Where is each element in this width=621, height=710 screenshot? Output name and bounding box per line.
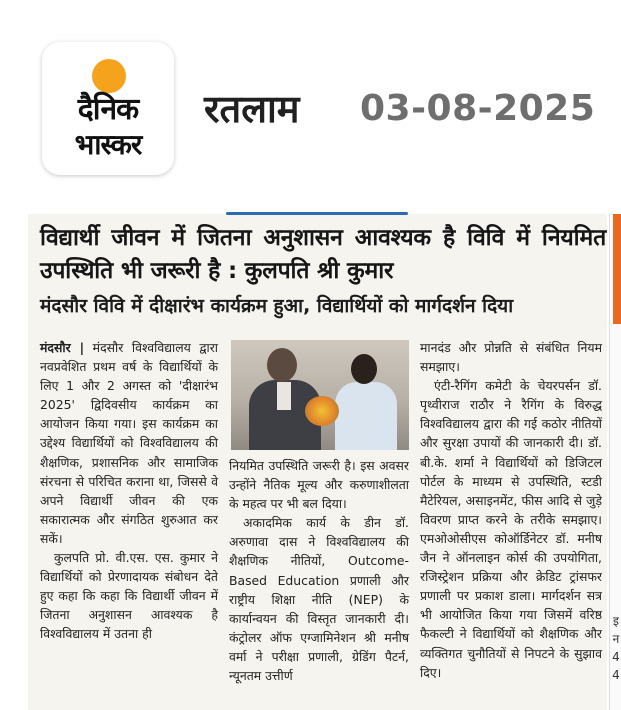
adjacent-char: इ xyxy=(613,614,619,628)
article-column-2 xyxy=(229,456,409,685)
adjacent-column-text xyxy=(611,612,621,684)
photo-head-2 xyxy=(351,354,377,384)
article-column-1 xyxy=(40,338,218,644)
sun-icon xyxy=(92,59,126,93)
photo-head-1 xyxy=(267,348,297,382)
adjacent-char: 4 xyxy=(612,650,620,664)
logo-text-line1: दैनिक xyxy=(77,92,139,127)
dateline: मंदसौर | xyxy=(40,340,85,355)
photo-person-2 xyxy=(335,382,397,450)
article-photo xyxy=(231,340,409,450)
edition-date: 03-08-2025 xyxy=(360,88,596,129)
newspaper-logo xyxy=(42,42,174,175)
adjacent-color-bar xyxy=(613,214,621,324)
article-headline: विद्यार्थी जीवन में जितना अनुशासन आवश्यक है विवि में नियमित उपस्थिति भी जरूरी है : कुलपति श्री कुमार xyxy=(40,225,606,284)
column-3-paragraph-1: मानदंड और प्रोन्नति से संबंधित नियम समझाए। xyxy=(420,340,602,375)
column-1-paragraph-1 xyxy=(40,338,218,548)
article-subheadline: मंदसौर विवि में दीक्षारंभ कार्यक्रम हुआ, विद्यार्थियों को मार्गदर्शन दिया xyxy=(40,295,514,317)
edition-city: रतलाम xyxy=(204,87,300,131)
logo-text-line2: भास्कर xyxy=(74,128,142,161)
adjacent-char: 4 xyxy=(612,668,620,682)
photo-bouquet xyxy=(305,396,339,426)
column-3-paragraph-2: एंटी-रैगिंग कमेटी के चेयरपर्सन डॉ. पृथ्वीराज राठौर ने रैगिंग के विरुद्ध विश्वविद्यालय द्वारा की गई कठोर नीतियों और सुरक्षा उपायों की जानकारी दी। डॉ. बी.के. शर्मा ने विद्यार्थियों को डिजिटल पोर्टल के माध्यम से उपस्थिति, स्टडी मैटेरियल, असाइनमेंट, फीस आदि से जुड़े विवरण प्राप्त करने के तरीके समझाए। एमओओसीएस कोऑर्डिनेटर डॉ. मनीष जैन ने ऑनलाइन कोर्स की उपयोगिता, रजिस्ट्रेशन प्रक्रिया और क्रेडिट ट्रांसफर प्रणाली पर प्रकाश डाला। मार्गदर्शन सत्र भी आयोजित किया गया जिसमें वरिष्ठ फैकल्टी ने विद्यार्थियों को शैक्षणिक और व्यक्तिगत चुनौतियों से निपटने के सुझाव दिए। xyxy=(420,378,602,680)
adjacent-char: न xyxy=(612,632,620,646)
column-2-paragraph-2: अकादमिक कार्य के डीन डॉ. अरुणावा दास ने विश्वविद्यालय की शैक्षणिक नीतियों, Outcome-Based Education प्रणाली और राष्ट्रीय शिक्षा नीति (NEP) के कार्यान्वयन की विस्तृत जानकारी दी। कंट्रोलर ऑफ एग्जामिनेशन श्री मनीष वर्मा ने परीक्षा प्रणाली, ग्रेडिंग पैटर्न, न्यूनतम उत्तीर्ण xyxy=(229,515,409,684)
column-2-paragraph-1: नियमित उपस्थिति जरूरी है। इस अवसर उन्होंने नैतिक मूल्य और करुणाशीलता के महत्व पर भी बल दिया। xyxy=(229,458,409,512)
article-column-3 xyxy=(420,338,602,682)
photo-shirt xyxy=(277,382,291,410)
top-rule xyxy=(226,212,408,215)
paragraph-text: मंदसौर विश्वविद्यालय द्वारा नवप्रवेशित प्रथम वर्ष के विद्यार्थियों के लिए 1 और 2 अगस्त को 'दीक्षारंभ 2025' द्विदिवसीय कार्यक्रम का आयोजन किया गया। इस कार्यक्रम का उद्देश्य विद्यार्थियों को विश्वविद्यालय की शैक्षणिक, प्रशासनिक और सामाजिक संरचना से परिचित कराना था, जिससे वे अपने विद्यार्थी जीवन की एक सकारात्मक और संगठित शुरुआत कर सकें। xyxy=(40,340,218,546)
column-1-paragraph-2: कुलपति प्रो. वी.एस. एस. कुमार ने विद्यार्थियों को प्रेरणादायक संबोधन देते हुए कहा कि कहा कि विद्यार्थी जीवन में जितना अनुशासन आवश्यक है विश्वविद्यालय में उतना ही xyxy=(40,550,218,642)
